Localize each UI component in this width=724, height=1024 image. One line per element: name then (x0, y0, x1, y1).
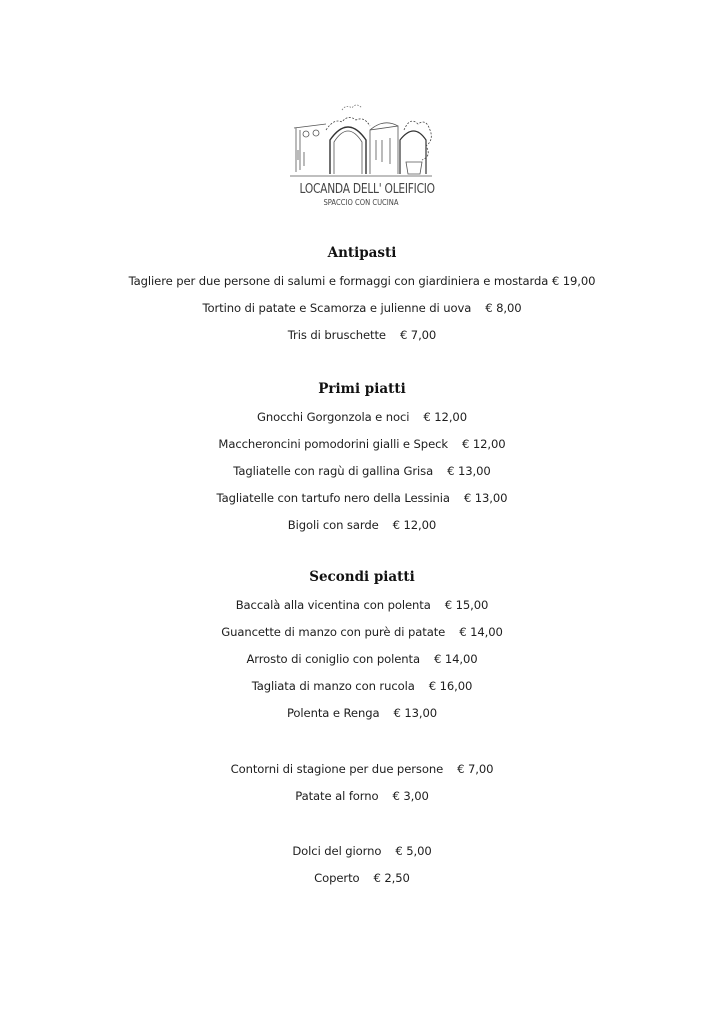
menu-item (0, 464, 724, 478)
menu-item (0, 679, 724, 693)
item-price: € 12,00 (392, 518, 437, 532)
item-name: Tagliata di manzo con rucola (251, 679, 415, 693)
item-price: € 14,00 (459, 625, 503, 639)
item-price: € 13,00 (447, 464, 491, 478)
menu-item (0, 652, 724, 666)
menu-item (0, 762, 724, 776)
menu-item (0, 789, 724, 803)
menu-item (0, 274, 724, 288)
item-name: Polenta e Renga (286, 706, 380, 720)
item-price: € 3,00 (392, 789, 429, 803)
logo-subtitle: SPACCIO CON CUCINA (323, 198, 399, 207)
menu-item (0, 706, 724, 720)
restaurant-logo (286, 100, 436, 214)
item-price: € 19,00 (551, 274, 596, 288)
item-name: Tortino di patate e Scamorza e julienne di uova (202, 301, 472, 315)
item-name: Bigoli con sarde (287, 518, 379, 532)
item-price: € 15,00 (444, 598, 489, 612)
item-price: € 13,00 (393, 706, 438, 720)
item-name: Tagliatelle con ragù di gallina Grisa (233, 464, 434, 478)
item-name: Gnocchi Gorgonzola e noci (257, 410, 410, 424)
item-price: € 16,00 (428, 679, 473, 693)
menu-item (0, 491, 724, 505)
item-name: Guancette di manzo con purè di patate (221, 625, 446, 639)
menu-item (0, 518, 724, 532)
item-price: € 13,00 (463, 491, 508, 505)
menu-item (0, 328, 724, 342)
item-name: Coperto (314, 871, 360, 885)
menu-item (0, 844, 724, 858)
item-name: Arrosto di coniglio con polenta (246, 652, 420, 666)
menu-item (0, 625, 724, 639)
item-price: € 7,00 (457, 762, 494, 776)
item-name: Maccheroncini pomodorini gialli e Speck (218, 437, 448, 451)
menu-item (0, 301, 724, 315)
item-name: Dolci del giorno (292, 844, 382, 858)
logo-illustration (286, 100, 436, 182)
item-price: € 5,00 (395, 844, 432, 858)
section-heading-antipasti: Antipasti (327, 245, 397, 261)
item-name: Tris di bruschette (287, 328, 386, 342)
menu-item (0, 871, 724, 885)
item-name: Tagliatelle con tartufo nero della Lessinia (216, 491, 450, 505)
section-heading-secondi: Secondi piatti (309, 569, 415, 585)
item-name: Baccalà alla vicentina con polenta (235, 598, 431, 612)
menu-item (0, 437, 724, 451)
logo-name: LOCANDA DELL' OLEIFICIO (299, 182, 435, 197)
item-price: € 12,00 (423, 410, 467, 424)
item-name: Contorni di stagione per due persone (230, 762, 444, 776)
item-price: € 8,00 (485, 301, 522, 315)
item-price: € 12,00 (462, 437, 506, 451)
item-price: € 2,50 (373, 871, 410, 885)
item-name: Patate al forno (295, 789, 379, 803)
menu-item (0, 598, 724, 612)
menu-item (0, 410, 724, 424)
item-name: Tagliere per due persone di salumi e formaggi con giardiniera e mostarda (128, 274, 549, 288)
item-price: € 14,00 (434, 652, 478, 666)
section-heading-primi: Primi piatti (318, 381, 406, 397)
item-price: € 7,00 (399, 328, 437, 342)
